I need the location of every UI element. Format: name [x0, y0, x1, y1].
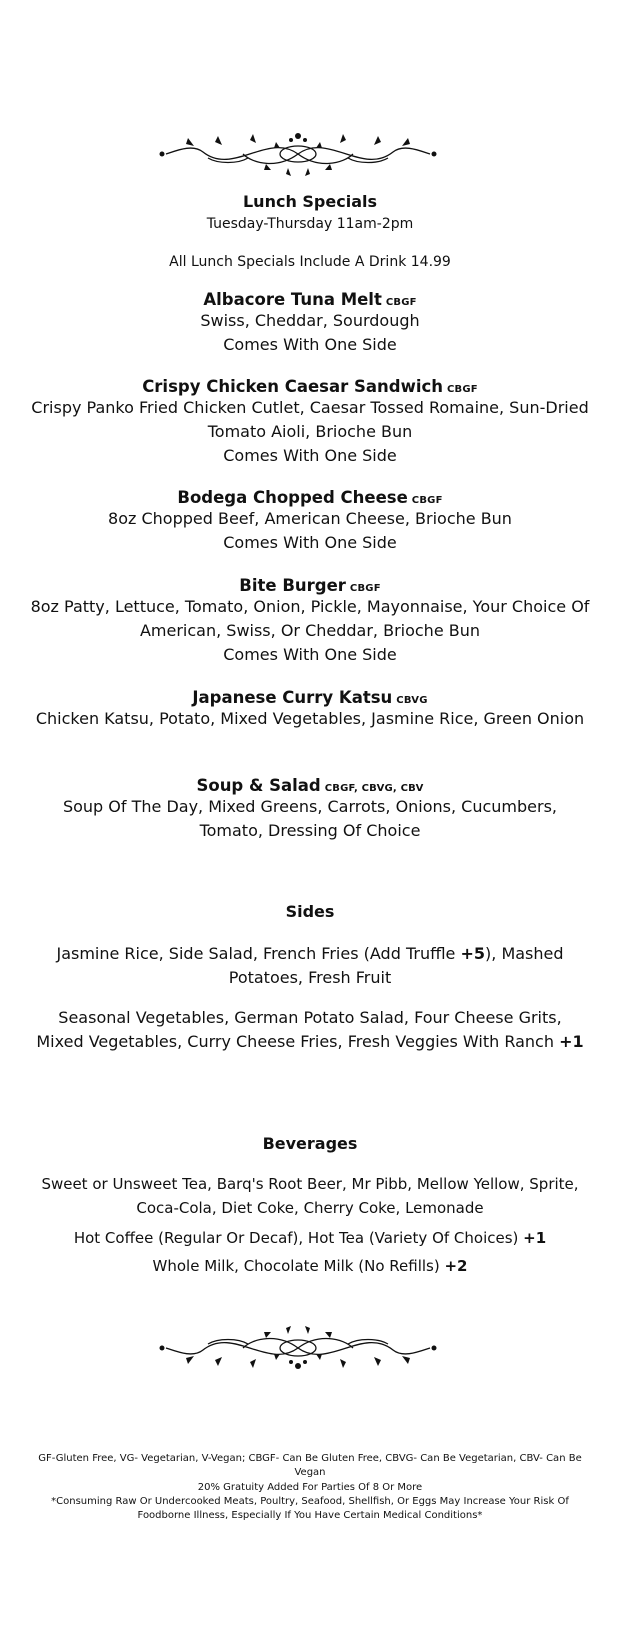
item-side-note: Comes With One Side — [223, 533, 397, 552]
item-description: 8oz Chopped Beef, American Cheese, Brioche Bun — [108, 509, 512, 528]
menu-item — [0, 576, 620, 667]
beverages-price: +1 — [523, 1229, 547, 1247]
item-tag: CBGF — [447, 384, 478, 395]
menu-item — [0, 776, 620, 843]
sides-text: Jasmine Rice, Side Salad, French Fries (Add Truffle — [56, 944, 461, 963]
item-name: Soup & Salad — [196, 776, 321, 795]
item-tag: CBGF — [411, 495, 443, 506]
floral-flourish-icon — [148, 1318, 448, 1378]
item-description: Swiss, Cheddar, Sourdough — [200, 311, 420, 330]
item-description: Crispy Panko Fried Chicken Cutlet, Caesar Tossed Romaine, Sun-Dried Tomato Aioli, Brioche Bun — [31, 398, 589, 441]
beverages-text: Hot Coffee (Regular Or Decaf), Hot Tea (Variety Of Choices) — [73, 1229, 524, 1247]
menu-item — [0, 290, 620, 357]
lunch-hours: Tuesday-Thursday 11am-2pm — [206, 216, 414, 232]
item-tag: CBGF — [385, 297, 417, 308]
item-side-note: Comes With One Side — [223, 645, 397, 664]
item-name: Japanese Curry Katsu — [192, 688, 393, 707]
item-side-note: Comes With One Side — [223, 335, 397, 354]
beverages-title: Beverages — [262, 1134, 358, 1153]
sides-text: ), Mashed Potatoes, Fresh Fruit — [228, 944, 564, 987]
item-description: Chicken Katsu, Potato, Mixed Vegetables, Jasmine Rice, Green Onion — [35, 709, 585, 728]
item-side-note: Comes With One Side — [223, 446, 397, 465]
item-description: 8oz Patty, Lettuce, Tomato, Onion, Pickle, Mayonnaise, Your Choice Of American, Swiss, Or Cheddar, Brioche Bun — [30, 597, 590, 640]
item-description: Soup Of The Day, Mixed Greens, Carrots, Onions, Cucumbers, Tomato, Dressing Of Choice — [62, 797, 558, 840]
footer-warning: *Consuming Raw Or Undercooked Meats, Poultry, Seafood, Shellfish, Or Eggs May Increase Your Risk Of Foodborne Illness, Especially If You Have Certain Medical Conditions* — [51, 1496, 569, 1521]
sides-title: Sides — [285, 902, 335, 921]
footer-gratuity: 20% Gratuity Added For Parties Of 8 Or More — [197, 1482, 423, 1493]
item-tag: CBGF — [349, 583, 381, 594]
item-name: Crispy Chicken Caesar Sandwich — [142, 377, 443, 396]
sides-line-2 — [0, 1006, 620, 1054]
item-name: Bite Burger — [239, 576, 346, 595]
beverages-line-1: Sweet or Unsweet Tea, Barq's Root Beer, Mr Pibb, Mellow Yellow, Sprite, Coca-Cola, Diet Coke, Cherry Coke, Lemonade — [41, 1175, 579, 1217]
item-name: Albacore Tuna Melt — [203, 290, 382, 309]
sides-price: +1 — [559, 1032, 584, 1051]
lunch-note: All Lunch Specials Include A Drink 14.99 — [169, 254, 451, 270]
item-tag: CBVG — [396, 695, 428, 706]
beverages-line-2 — [0, 1226, 620, 1250]
beverages-line-3 — [0, 1254, 620, 1278]
floral-flourish-icon — [148, 124, 448, 184]
sides-price: +5 — [460, 944, 486, 963]
menu-item — [0, 488, 620, 555]
footer-legend: GF-Gluten Free, VG- Vegetarian, V-Vegan; CBGF- Can Be Gluten Free, CBVG- Can Be Vegetarian, CBV- Can Be Vegan — [38, 1453, 582, 1478]
beverages-price: +2 — [444, 1257, 468, 1275]
beverages-text: Whole Milk, Chocolate Milk (No Refills) — [152, 1257, 445, 1275]
menu-item — [0, 688, 620, 731]
sides-line-1 — [0, 942, 620, 990]
sides-text: Seasonal Vegetables, German Potato Salad, Four Cheese Grits, Mixed Vegetables, Curry Cheese Fries, Fresh Veggies With Ranch — [36, 1008, 562, 1051]
menu-item — [0, 377, 620, 468]
item-name: Bodega Chopped Cheese — [177, 488, 408, 507]
lunch-specials-title: Lunch Specials — [242, 192, 378, 211]
item-tag: CBGF, CBVG, CBV — [324, 783, 424, 794]
